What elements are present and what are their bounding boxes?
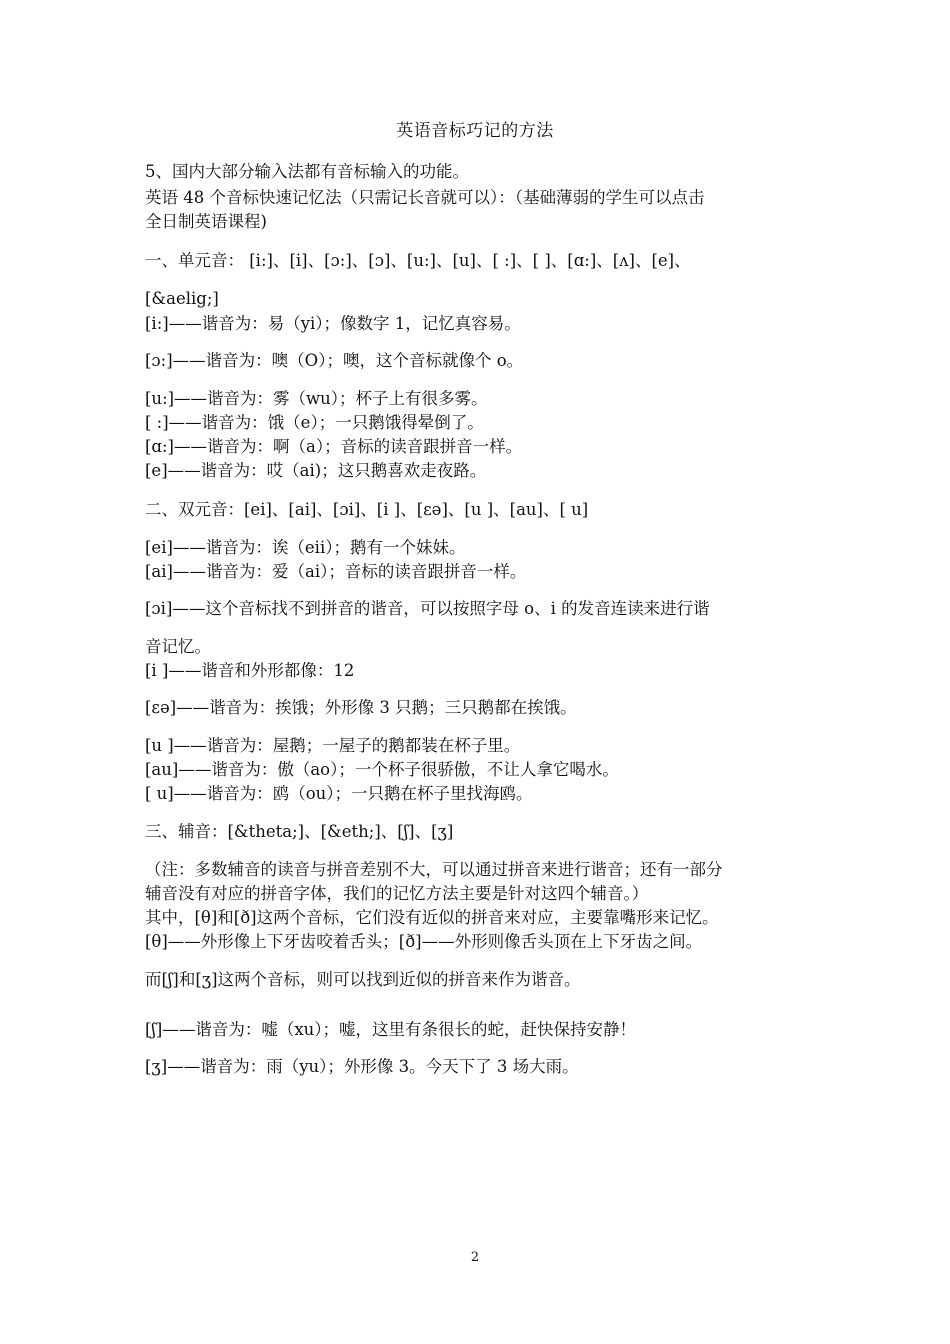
text-line: [ei]——谐音为：诶（eii）；鹅有一个妹妹。: [145, 538, 466, 557]
text-line: [au]——谐音为：傲（ao）；一个杯子很骄傲，不让人拿它喝水。: [145, 760, 619, 779]
text-line: [ɔ:]——谐音为：噢（O）；噢，这个音标就像个 o。: [145, 351, 524, 370]
text-line: [ :]——谐音为：饿（e）；一只鹅饿得晕倒了。: [145, 413, 484, 432]
text-line: 三、辅音：[&theta;]、[&eth;]、[ʃ]、[ʒ]: [145, 822, 454, 841]
text-line: （注：多数辅音的读音与拼音差别不大，可以通过拼音来进行谐音；还有一部分: [145, 860, 723, 879]
text-line: [ai]——谐音为：爱（ai）；音标的读音跟拼音一样。: [145, 562, 527, 581]
text-line: [ɑ:]——谐音为：啊（a）；音标的读音跟拼音一样。: [145, 437, 523, 456]
text-line: [&aelig;]: [145, 289, 219, 308]
text-line: 其中，[θ]和[ð]这两个音标，它们没有近似的拼音来对应，主要靠嘴形来记忆。: [145, 908, 719, 927]
text-line: [ʃ]——谐音为：嘘（xu）；嘘，这里有条很长的蛇，赶快保持安静！: [145, 1020, 637, 1039]
text-line: [θ]——外形像上下牙齿咬着舌头；[ð]——外形则像舌头顶在上下牙齿之间。: [145, 932, 703, 951]
text-line: 5、国内大部分输入法都有音标输入的功能。: [145, 162, 469, 181]
text-line: 全日制英语课程): [145, 212, 267, 231]
text-line: [u ]——谐音为：屋鹅；一屋子的鹅都装在杯子里。: [145, 736, 521, 755]
text-line: [ u]——谐音为：鸥（ou）；一只鹅在杯子里找海鸥。: [145, 784, 533, 803]
text-line: 而[ʃ]和[ʒ]这两个音标，则可以找到近似的拼音来作为谐音。: [145, 970, 581, 989]
text-line: [ɔi]——这个音标找不到拼音的谐音，可以按照字母 o、i 的发音连读来进行谐: [145, 599, 710, 618]
page-number: 2: [470, 1250, 480, 1265]
text-line: 辅音没有对应的拼音字体，我们的记忆方法主要是针对这四个辅音。）: [145, 884, 649, 903]
text-line: 音记忆。: [145, 637, 211, 656]
text-line: [e]——谐音为：哎（ai)；这只鹅喜欢走夜路。: [145, 461, 487, 480]
text-line: [i ]——谐音和外形都像：12: [145, 661, 355, 680]
text-line: [i:]——谐音为：易（yi）；像数字 1，记忆真容易。: [145, 314, 521, 333]
page-title: 英语音标巧记的方法: [396, 121, 554, 141]
text-line: [ʒ]——谐音为：雨（yu）；外形像 3。今天下了 3 场大雨。: [145, 1057, 579, 1076]
text-line: [u:]——谐音为：雾（wu）；杯子上有很多雾。: [145, 389, 488, 408]
text-line: 二、双元音：[ei]、[ai]、[ɔi]、[i ]、[εə]、[u ]、[au]、[ u]: [145, 500, 589, 519]
text-line: 一、单元音： [i:]、[i]、[ɔ:]、[ɔ]、[u:]、[u]、[ :]、[ ]、[ɑ:]、[ʌ]、[e]、: [145, 251, 691, 270]
text-line: 英语 48 个音标快速记忆法（只需记长音就可以）：（基础薄弱的学生可以点击: [145, 188, 705, 207]
text-line: [εə]——谐音为：挨饿；外形像 3 只鹅；三只鹅都在挨饿。: [145, 698, 577, 717]
